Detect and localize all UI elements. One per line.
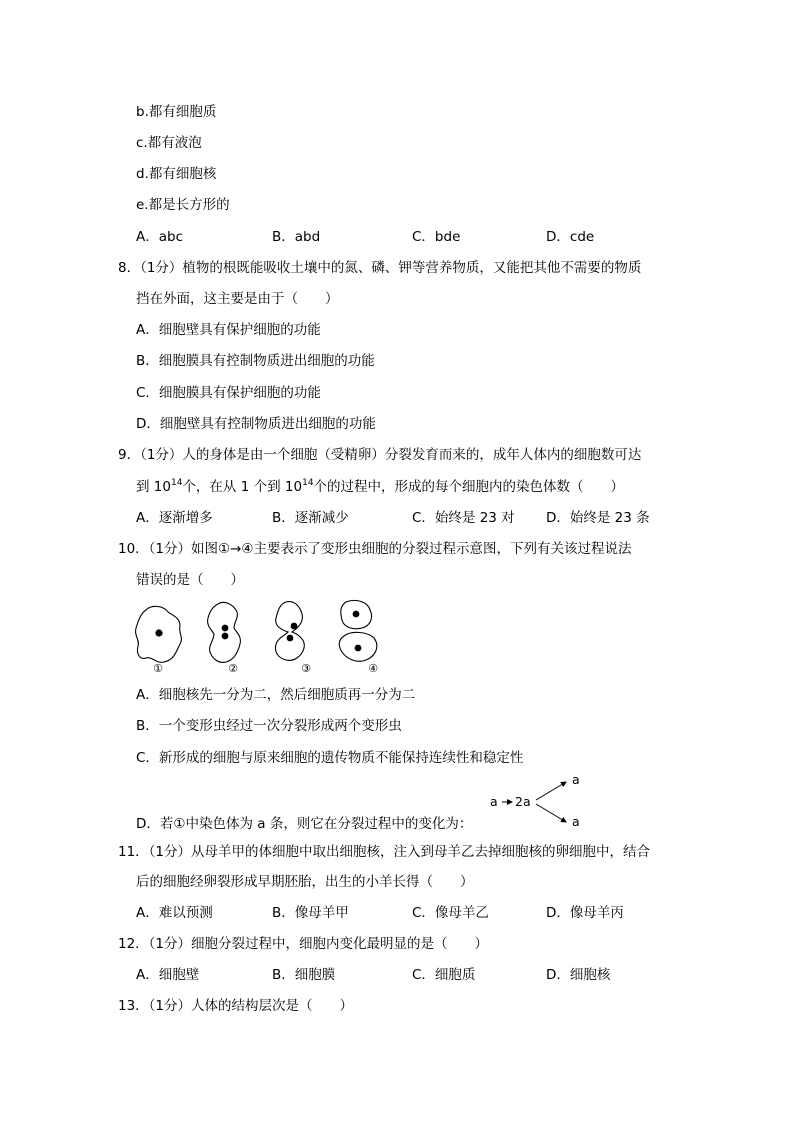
q10-option-a[interactable]: A．细胞核先一分为二，然后细胞质再一分为二 [136,687,416,703]
q12-stem-line1: 12．（1分）细胞分裂过程中，细胞内变化最明显的是（ ） [118,936,489,952]
amoeba-cell-2 [208,602,241,662]
q9-option-b[interactable]: B．逐渐减少 [272,510,349,526]
figure-label-2: ② [228,662,238,675]
q11-stem-line2: 后的细胞经卵裂形成早期胚胎，出生的小羊长得（ ） [136,874,474,890]
q10-option-d[interactable]: D．若①中染色体为 a 条，则它在分裂过程中的变化为： [136,816,473,832]
q12-option-b[interactable]: B．细胞膜 [272,967,336,983]
chromosome-flow-diagram [486,770,596,830]
flow-arrow-down [536,804,566,822]
amoeba-division-figure [128,596,388,676]
q7-option-b[interactable]: B．abd [272,229,321,245]
figure-label-3: ③ [301,662,311,675]
q13-stem-line1: 13．（1分）人体的结构层次是（ ） [118,998,354,1014]
q12-option-d[interactable]: D．细胞核 [546,967,611,983]
q12-option-a[interactable]: A．细胞壁 [136,967,200,983]
q11-stem-line1: 11．（1分）从母羊甲的体细胞中取出细胞核，注入到母羊乙去掉细胞核的卵细胞中，结合 [118,844,651,860]
q8-option-d[interactable]: D．细胞壁具有控制物质进出细胞的功能 [136,416,376,432]
q9-option-c[interactable]: C．始终是 23 对 [412,510,515,526]
amoeba-cell-3 [275,602,304,661]
q9-option-d[interactable]: D．始终是 23 条 [546,510,650,526]
q10-option-c[interactable]: C．新形成的细胞与原来细胞的遗传物质不能保持连续性和稳定性 [136,750,524,766]
q7-item-b: b.都有细胞质 [136,104,217,120]
q7-option-d[interactable]: D．cde [546,229,595,245]
q7-item-e: e.都是长方形的 [136,197,230,213]
q7-option-c[interactable]: C．bde [412,229,461,245]
q7-option-a[interactable]: A．abc [136,229,183,245]
q11-option-b[interactable]: B．像母羊甲 [272,905,349,921]
q8-option-c[interactable]: C．细胞膜具有保护细胞的功能 [136,385,321,401]
flow-arrow-up [536,782,566,800]
q9-exponent-2: 14 [302,478,314,488]
figure-label-4: ④ [368,662,378,675]
flow-out-bottom: a [572,814,580,829]
amoeba-cell-1 [136,606,182,662]
q10-stem-line1: 10．（1分）如图①→④主要表示了变形虫细胞的分裂过程示意图，下列有关该过程说法 [118,541,632,557]
q9-stem-line2 [136,478,624,496]
q11-option-d[interactable]: D．像母羊丙 [546,905,624,921]
q9-stem-part-b: 个，在从 1 个到 10 [182,479,303,495]
q8-option-b[interactable]: B．细胞膜具有控制物质进出细胞的功能 [136,353,375,369]
flow-mid: 2a [515,794,531,809]
amoeba-cell-4 [339,600,377,661]
q8-stem-line1: 8．（1分）植物的根既能吸收土壤中的氮、磷、钾等营养物质，又能把其他不需要的物质 [118,260,642,276]
q7-item-d: d.都有细胞核 [136,166,217,182]
q10-stem-line2: 错误的是（ ） [136,572,244,588]
q8-option-a[interactable]: A．细胞壁具有保护细胞的功能 [136,322,321,338]
q9-stem-line1: 9．（1分）人的身体是由一个细胞（受精卵）分裂发育而来的，成年人体内的细胞数可达 [118,447,642,463]
q8-stem-line2: 挡在外面，这主要是由于（ ） [136,291,339,307]
q9-stem-part-c: 个的过程中，形成的每个细胞内的染色体数（ ） [313,479,625,495]
flow-out-top: a [572,772,580,787]
q9-exponent-1: 14 [170,478,183,488]
figure-label-1: ① [153,662,163,675]
q7-item-c: c.都有液泡 [136,135,202,151]
q9-option-a[interactable]: A．逐渐增多 [136,510,213,526]
q10-option-b[interactable]: B．一个变形虫经过一次分裂形成两个变形虫 [136,718,402,734]
q12-option-c[interactable]: C．细胞质 [412,967,476,983]
q9-stem-part-a: 到 10 [136,479,171,495]
q11-option-a[interactable]: A．难以预测 [136,905,213,921]
q11-option-c[interactable]: C．像母羊乙 [412,905,489,921]
flow-start: a [490,794,498,809]
